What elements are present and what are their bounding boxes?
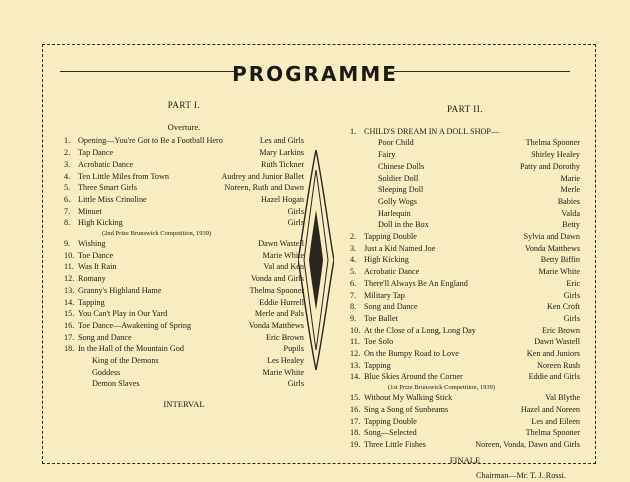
item-title: Three Smart Girls	[78, 183, 138, 193]
item-number: 18.	[350, 428, 361, 438]
programme-item	[64, 171, 304, 183]
item-number: 6.	[64, 194, 71, 204]
programme-item	[350, 336, 580, 348]
programme-item	[350, 371, 580, 383]
item-number: 6.	[350, 278, 357, 288]
item-performer: Mary Larkins	[259, 148, 304, 158]
item-performer: Merle and Pals	[254, 309, 304, 319]
part-two-sublist	[350, 137, 580, 231]
divider-ornament-icon	[298, 150, 334, 370]
item-performer: Hazel Hogan	[261, 194, 304, 204]
item-number: 11.	[64, 262, 74, 272]
item-title: Just a Kid Named Joe	[364, 243, 436, 253]
item-number: 3.	[350, 243, 357, 253]
item-number: 7.	[350, 290, 357, 300]
programme-item	[64, 159, 304, 171]
programme-item	[64, 147, 304, 159]
item-performer: Marie White	[538, 267, 580, 277]
item-performer: Thelma Spooner	[249, 285, 304, 295]
item-performer: Pupils	[283, 344, 304, 354]
item-number: 7.	[64, 206, 71, 216]
sub-item	[64, 367, 304, 379]
item-performer: Eddie Hurrell	[259, 297, 304, 307]
item-title: On the Bumpy Road to Love	[364, 349, 459, 359]
sub-item	[350, 196, 580, 208]
programme-item	[64, 343, 304, 355]
item-performer: Audrey and Junior Ballet	[221, 171, 304, 181]
item-performer: Thelma Spooner	[525, 428, 580, 438]
item-title: Harlequin	[378, 208, 411, 218]
item-title: Goddess	[92, 367, 121, 377]
item-number: 11.	[350, 337, 360, 347]
programme-item	[350, 313, 580, 325]
sub-item	[64, 355, 304, 367]
item-title: Tap Dance	[78, 148, 114, 158]
item-title: Poor Child	[378, 138, 414, 148]
item-title: Blue Skies Around the Corner	[364, 372, 463, 382]
item-performer: Eddie and Girls	[528, 372, 580, 382]
item-number: 14.	[64, 297, 75, 307]
item-number: 15.	[64, 309, 75, 319]
item-performer: Noreen Rush	[537, 360, 580, 370]
item-title: Toe Solo	[364, 337, 394, 347]
programme-item	[350, 278, 580, 290]
part-one-column	[64, 100, 304, 411]
item-title: CHILD'S DREAM IN A DOLL SHOP—	[364, 126, 500, 136]
item-performer: Les and Girls	[259, 136, 304, 146]
item-number: 8.	[64, 218, 71, 228]
programme-item	[64, 273, 304, 285]
item-number: 19.	[350, 439, 361, 449]
item-number: 13.	[350, 360, 361, 370]
programme-item	[350, 348, 580, 360]
item-title: Fairy	[378, 150, 396, 160]
item-performer: Dawn Wastell	[258, 239, 304, 249]
programme-item	[350, 243, 580, 255]
item-number: 12.	[350, 349, 361, 359]
item-performer: Val Blythe	[545, 393, 580, 403]
item-title: Tapping	[364, 360, 391, 370]
item-performer: Shirley Healey	[531, 150, 580, 160]
programme-item	[64, 135, 304, 147]
programme-item	[350, 439, 580, 451]
programme-item	[64, 297, 304, 309]
programme-item	[64, 332, 304, 344]
finale-label: FINALE	[449, 454, 481, 465]
item-performer: Girls	[563, 313, 580, 323]
item-performer: Valda	[561, 208, 580, 218]
sub-item	[350, 149, 580, 161]
item-title: Acrobatic Dance	[78, 159, 134, 169]
item-performer: Girls	[287, 379, 304, 389]
part-one-list	[64, 135, 304, 355]
item-title: Soldier Doll	[378, 173, 419, 183]
item-number: 3.	[64, 159, 71, 169]
competition-note: (1st Prize Brunswick Competition, 1939)	[388, 384, 496, 392]
item-performer: Merle	[560, 185, 580, 195]
item-title: King of the Demons	[92, 356, 159, 366]
programme-item	[350, 360, 580, 372]
item-title: Tapping	[78, 297, 105, 307]
item-performer: Vonda and Girls	[250, 274, 304, 284]
item-number: 12.	[64, 274, 75, 284]
item-performer: Girls	[287, 218, 304, 228]
item-performer: Val and Ken	[263, 262, 304, 272]
item-title: Minuet	[78, 206, 102, 216]
item-performer: Betty	[562, 220, 580, 230]
item-title: Three Little Fishes	[364, 439, 426, 449]
item-performer: Noreen, Vonda, Dawn and Girls	[475, 439, 580, 449]
part-two-first-item	[350, 126, 580, 138]
programme-item	[64, 285, 304, 297]
item-title: Tapping Double	[364, 232, 417, 242]
item-title: Opening—You're Got to Be a Football Hero	[78, 136, 223, 146]
item-title: You Can't Play in Our Yard	[78, 309, 168, 319]
item-title: Song—Selected	[364, 428, 417, 438]
item-number: 9.	[350, 313, 357, 323]
item-title: Granny's Highland Hame	[78, 285, 162, 295]
item-performer: Ken Croft	[547, 302, 580, 312]
item-title: Military Tap	[364, 290, 405, 300]
item-performer: Marie White	[262, 367, 304, 377]
item-number: 1.	[350, 126, 357, 136]
item-number: 10.	[64, 250, 75, 260]
programme-item	[64, 206, 304, 218]
item-number: 2.	[350, 232, 357, 242]
item-title: Toe Dance	[78, 250, 114, 260]
part-one-sublist	[64, 355, 304, 390]
item-performer: Eric Brown	[542, 325, 580, 335]
sub-item	[350, 173, 580, 185]
part-one-heading: PART I.	[167, 100, 201, 110]
sub-item	[64, 378, 304, 390]
sub-item	[350, 219, 580, 231]
item-title: Sing a Song of Sunbeams	[364, 404, 449, 414]
item-title: Without My Walking Stick	[364, 393, 453, 403]
item-performer: Girls	[563, 290, 580, 300]
item-performer: Marie White	[262, 250, 304, 260]
programme-item	[64, 308, 304, 320]
item-title: Demon Slaves	[92, 379, 140, 389]
item-performer: Ruth Tickner	[261, 159, 304, 169]
item-number: 9.	[64, 239, 71, 249]
item-performer: Vonda Matthews	[524, 243, 580, 253]
chairman-line: Chairman—Mr. T. J. Rossi.	[476, 471, 566, 481]
item-number: 4.	[64, 171, 71, 181]
item-title: At the Close of a Long, Long Day	[364, 325, 476, 335]
item-performer: Les Healey	[266, 356, 304, 366]
overture-label: Overture.	[167, 121, 201, 132]
item-performer: Girls	[287, 206, 304, 216]
item-number: 17.	[350, 416, 361, 426]
item-title: Was It Rain	[78, 262, 117, 272]
item-number: 4.	[350, 255, 357, 265]
part-two-list	[350, 231, 580, 451]
item-number: 14.	[350, 372, 361, 382]
item-title: There'll Always Be An England	[364, 278, 468, 288]
item-title: Doll in the Box	[378, 220, 429, 230]
item-number: 18.	[64, 344, 75, 354]
item-number: 10.	[350, 325, 361, 335]
sub-item	[350, 161, 580, 173]
programme-item	[64, 250, 304, 262]
programme-item	[64, 320, 304, 332]
item-title: Ten Little Miles from Town	[78, 171, 170, 181]
programme-item	[350, 427, 580, 439]
item-number: 17.	[64, 332, 75, 342]
item-title: Romany	[78, 274, 106, 284]
programme-item	[64, 182, 304, 194]
part-two-column	[350, 104, 580, 482]
item-number: 1.	[64, 136, 71, 146]
item-title: Toe Dance—Awakening of Spring	[78, 320, 192, 330]
item-performer: Betty Biffin	[540, 255, 580, 265]
item-performer: Babies	[557, 196, 580, 206]
programme-item	[350, 392, 580, 404]
item-performer: Eric	[566, 278, 580, 288]
programme-item	[350, 325, 580, 337]
item-performer: Hazel and Noreen	[520, 404, 580, 414]
item-title: Song and Dance	[364, 302, 418, 312]
item-performer: Thelma Spooner	[525, 138, 580, 148]
programme-item	[64, 194, 304, 206]
title-area	[0, 62, 630, 86]
item-performer: Noreen, Ruth and Dawn	[224, 183, 304, 193]
item-number: 2.	[64, 148, 71, 158]
item-title: Chinese Dolls	[378, 161, 425, 171]
item-performer: Vonda Matthews	[248, 320, 304, 330]
interval-label: INTERVAL	[163, 399, 205, 410]
item-performer: Patty and Dorothy	[519, 161, 580, 171]
item-performer: Les and Eileen	[531, 416, 580, 426]
competition-note: (2nd Prize Brunswick Competition, 1939)	[102, 230, 212, 238]
item-number: 13.	[64, 285, 75, 295]
item-title: Toe Ballet	[364, 313, 398, 323]
item-title: Tapping Double	[364, 416, 417, 426]
programme-item	[64, 238, 304, 250]
item-title: Golly Wogs	[378, 196, 417, 206]
item-title: High Kicking	[364, 255, 409, 265]
item-number: 16.	[64, 320, 75, 330]
item-title: Wishing	[78, 239, 106, 249]
item-number: 8.	[350, 302, 357, 312]
item-title: Acrobatic Dance	[364, 267, 420, 277]
programme-item	[350, 290, 580, 302]
part-two-heading: PART II.	[447, 104, 483, 114]
item-performer: Ken and Juniors	[526, 349, 580, 359]
item-number: 5.	[350, 267, 357, 277]
programme-item	[350, 301, 580, 313]
programme-item	[64, 217, 304, 229]
programme-item	[350, 254, 580, 266]
programme-item	[64, 261, 304, 273]
sub-item	[350, 184, 580, 196]
item-title: High Kicking	[78, 218, 123, 228]
programme-item	[350, 266, 580, 278]
item-performer: Eric Brown	[266, 332, 304, 342]
item-title: Song and Dance	[78, 332, 132, 342]
programme-item	[350, 231, 580, 243]
item-number: 16.	[350, 404, 361, 414]
programme-item	[350, 416, 580, 428]
sub-item	[350, 208, 580, 220]
programme-item	[350, 404, 580, 416]
item-performer: Marie	[560, 173, 580, 183]
item-number: 5.	[64, 183, 71, 193]
item-performer: Sylvia and Dawn	[523, 232, 580, 242]
item-performer: Dawn Wastell	[534, 337, 580, 347]
item-number: 15.	[350, 393, 361, 403]
page-title: PROGRAMME	[232, 62, 398, 86]
item-title: Sleeping Doll	[378, 185, 424, 195]
item-title: Little Miss Crinoline	[78, 194, 147, 204]
item-title: In the Hall of the Mountain God	[78, 344, 184, 354]
sub-item	[350, 137, 580, 149]
